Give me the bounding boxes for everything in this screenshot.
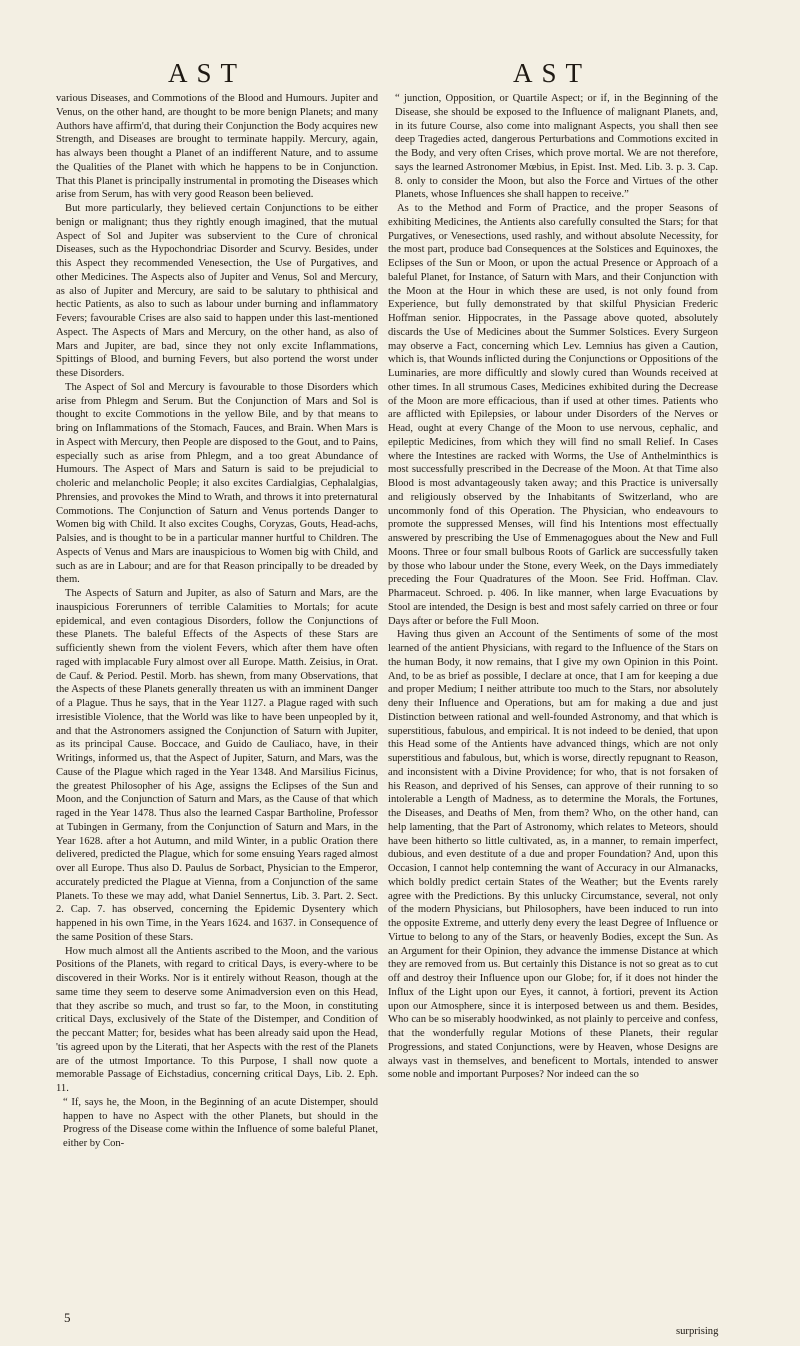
quotation: “ If, says he, the Moon, in the Beginning of an acute Distemper, should happen to have no Aspect with the other Planets, but should in the Progress of the Disease come within the Influence of some baleful Planet, either by Con- (63, 1096, 378, 1149)
running-head-right: AST (513, 58, 592, 88)
quotation: “ junction, Opposition, or Quartile Aspect; or if, in the Beginning of the Disease, she should be exposed to the Influence of malignant Planets, and, in its future Course, also come into malignant Aspects, you shall then see deep Tragedies acted, dangerous Perturbations and Commotions excited in the Body, and very often Crises, which prove mortal. We are not therefore, says the learned Astronomer Mœbius, in Epist. Inst. Med. Lib. 3. p. 3. Cap. 8. only to consider the Moon, but also the Force and Virtues of the other Planets, whose Influences she shall happen to receive.” (395, 93, 718, 201)
left-column (56, 92, 378, 1151)
paragraph: How much almost all the Antients ascribed to the Moon, and the various Positions of the Planets, with regard to critical Days, is every-where to be discovered in their Works. Nor is it entirely without Reason, though at the same time they seem to deserve some Animadversion even on this Head, that they ascribe so much, and trust so far, to the Moon, in constituting critical Days, exclusively of the State of the Distemper, and Condition of the peccant Matter; for, besides what has been already said upon the Head, 'tis agreed upon by the Literati, that her Aspects with the rest of the Planets are of the utmost Importance. To this Purpose, I shall now quote a memorable Passage of Eichstadius, concerning critical Days, Lib. 2. Eph. 11. (56, 945, 378, 1094)
paragraph: The Aspect of Sol and Mercury is favourable to those Disorders which arise from Phlegm and Serum. But the Conjunction of Mars and Sol is thought to excite Commotions in the yellow Bile, and by that means to bring on Inflammations of the Stomach, Fauces, and Brain. When Mars is in Aspect with Mercury, then People are disposed to the Gout, and to Pains, especially such as arise from Phlegm, and a too great Abundance of Humours. The Aspect of Mars and Saturn is said to be prejudicial to choleric and melancholic People; it also excites Cardialgias, Cephalalgias, Phrensies, and provokes the Mind to Wrath, and throws it into preternatural Commotions. The Conjunction of Saturn and Venus portends Danger to Women big with Child. It also excites Coughs, Coryzas, Gouts, Head-achs, Palsies, and is thought to be in a particular manner hurtful to Children. The Aspects of Venus and Mars are inauspicious to Women big with Child, and such as are in Labour; and are for that Reason principally to be dreaded by them. (56, 381, 378, 586)
running-head-left: AST (168, 58, 247, 88)
page-number: 5 (64, 1310, 71, 1325)
right-column (388, 92, 718, 1082)
paragraph: various Diseases, and Commotions of the Blood and Humours. Jupiter and Venus, on the other hand, are thought to be more benign Planets; and many Authors have affirm'd, that during their Conjunction the Body acquires new Strength, and Diseases are brought to terminate happily. Mercury, again, has always been thought a Planet of an indifferent Nature, and to assume the Qualities of the Planet with which he happens to be in Conjunction. That this Planet is principally instrumental in promoting the Diseases which arise from Serum, has with very good Reason been believed. (56, 93, 378, 201)
paragraph: But more particularly, they believed certain Conjunctions to be either benign or malignant; thus they rightly enough imagined, that the mutual Aspect of Sol and Jupiter was subservient to the Cure of chronical Diseases, such as the Hypochondriac Disorder and Scurvy. Besides, under this Aspect they recommended Venesection, the Use of Purgatives, and other Medicines. The Aspects also of Jupiter and Venus, Sol and Mercury, as also of Jupiter and Mercury, are said to be salutary to phthisical and hectic Patients, as also to such as labour under burning and inflammatory Fevers; favourable Crises are also said to happen under this last-mentioned Aspect. The Aspects of Mars and Mercury, on the other hand, as also of Mars and Jupiter, are bad, since they not only excite Inflammations, Spittings of Blood, and burning Fevers, but also portend the worst under these Disorders. (56, 203, 378, 379)
paragraph: Having thus given an Account of the Sentiments of some of the most learned of the antient Physicians, with regard to the Influence of the Stars on the human Body, it now remains, that I give my own Opinion in this Point. And, to be as brief as possible, I declare at once, that I am for keeping a due and proper Medium; I neither attribute too much to the Stars, nor absolutely deny their Influence and Operations, but am for making a due and just Distinction between rational and well-founded Astronomy, and that which is superstitious, fabulous, and empirical. It is not indeed to be denied, that upon this Head some of the Antients have advanced things, which are not only superstitious and fabulous, but, which is worse, directly repugnant to Reason, and inconsistent with a Divine Providence; for who, that is not forsaken of his Reason, and deprived of his Senses, can approve of their running to so intolerable a Length of Madness, as to determine the Morals, the Fortunes, the Diseases, and Deaths of Men, from them? Who, on the other hand, can help lamenting, that the Part of Astronomy, which relates to Meteors, should have been hitherto so little cultivated, as, in a manner, to remain imperfect, dubious, and even destitute of a due and proper Foundation? And, upon this Occasion, I cannot help contemning the want of Accuracy in our Almanacks, which boldly predict certain States of the Weather; but the Events rarely agree with the Predictions. By this unlucky Circumstance, several, not only of the modern Physicians, but Philosophers, have been induced to run into the opposite Extreme, and utterly deny every the least Degree of Influence or Virtue to belong to any of the Stars, or heavenly Bodies, except the Sun. As an Argument for their Opinion, they advance the immense Distance at which they are removed from us. But certainly this Distance is not so great as to cut off and destroy their Influence upon our Globe; for, if it does not hinder the Influx of the Light upon our Eyes, it cannot, à fortiori, prevent its Action upon our Atmosphere, since it is interposed between us and them. Besides, Who can be so miserably hoodwinked, as not plainly to perceive and confess, that the wonderfully regular Motions of these Planets, their regular Progressions, and stated Conjunctions, were by Heaven, whose Designs are always vast in themselves, and beneficent to Mortals, intended to answer some noble and important Purposes? Nor indeed can the so (388, 629, 718, 1081)
paragraph: As to the Method and Form of Practice, and the proper Seasons of exhibiting Medicines, the Antients also carefully consulted the Stars; for that Purgatives, or Venesections, used rashly, and without absolute Necessity, for the most part, produce bad Consequences at the Solstices and Equinoxes, the Eclipses of the Sun or Moon, or upon the actual Presence or Approach of a baleful Planet, for Instance, of Saturn with Mars, and their Conjunction with the Moon at the Hour in which these are used, is not only found from Experience, but fully demonstrated by that skilful Physician Frederic Hoffman senior. Hippocrates, in the Passage above quoted, absolutely discards the Use of Medicines about the Summer Solstices. Every Surgeon may observe a Fact, concerning which Lev. Lemnius has given a Caution, which is, that Wounds inflicted during the Conjunctions or Oppositions of the Luminaries, are more difficultly and slowly cured than Wounds received at other times. In all strumous Cases, Medicines exhibited during the Decrease of the Moon are more efficacious, than if used at other times. Patients who are afflicted with Epilepsies, or labour under Disorders of the Nerves or Head, ought at every Change of the Moon to use nervous, cephalic, and epileptic Medicines, from which they will find no small Relief. In Cases where the Intestines are racked with Worms, the Use of Anthelminthics is most successfully prescribed in the Decrease of the Moon. At that Time also Blood is most advantageously taken away; and this Practice is universally and religiously observed by the Inhabitants of Switzerland, who are uncommonly fond of this Operation. The Physician, who endeavours to promote the suppressed Menses, will find his Intentions most effectually answered by prescribing the Use of Emmenagogues about the New and Full Moons. Three or four small bulbous Roots of Garlick are successfully taken by those who labour under the Stone, every Week, on the Days immediately preceding the Four Quadratures of the Moon. See Frid. Hoffman. Clav. Pharmaceut. Schroed. p. 406. In like manner, when large Evacuations by Stool are intended, the Design is best and most safely carried on three or four Days after or before the Full Moon. (388, 203, 718, 627)
catchword: surprising (676, 1326, 719, 1337)
paragraph: The Aspects of Saturn and Jupiter, as also of Saturn and Mars, are the inauspicious Forerunners of terrible Calamities to Mortals; for acute epidemical, and even contagious Disorders, follow the Conjunctions of these Planets. The baleful Effects of the Aspects of these Stars are sufficiently shewn from the violent Fevers, which after them have often raged with implacable Fury almost over all Europe. Matth. Zeisius, in Orat. de Cauf. & Period. Pestil. Morb. has shewn, from many Observations, that the Aspects of these Planets generally threaten us with an imminent Danger of a Plague. Thus he says, that in the Year 1127. a Plague raged with such irresistible Violence, that the World was like to have been unpeopled by it, and that the Astronomers assigned the Conjunction of Saturn with Jupiter, as its principal Cause. Boccace, and Guido de Cauliaco, have, in their Writings, informed us, that the Aspect of Jupiter, Saturn, and Mars, was the Cause of the Plague which raged in the Year 1348. And Marsilius Ficinus, the greatest Philosopher of his Age, assigns the Eclipses of the Sun and Moon, and the Conjunction of Saturn and Mars, as the Cause of that which raged in the Year 1478. Thus also the learned Caspar Bartholine, Professor at Tubingen in Germany, from the Conjunction of Saturn and Mars, in the Year 1628. after a hot Autumn, and mild Winter, in a public Oration there delivered, predicted the Plague, which for some ensuing Years raged almost over all Europe. Thus also D. Paulus de Sorbact, Physician to the Emperor, accurately predicted the Plague at Vienna, from a Conjunction of the same Planets. To these we may add, what Daniel Sennertus, Lib. 3. Part. 2. Sect. 2. Cap. 7. has observed, concerning the Epidemic Dysentery which happened in his own Time, in the Years 1624. and 1637. in Consequence of the same Position of these Stars. (56, 588, 378, 943)
